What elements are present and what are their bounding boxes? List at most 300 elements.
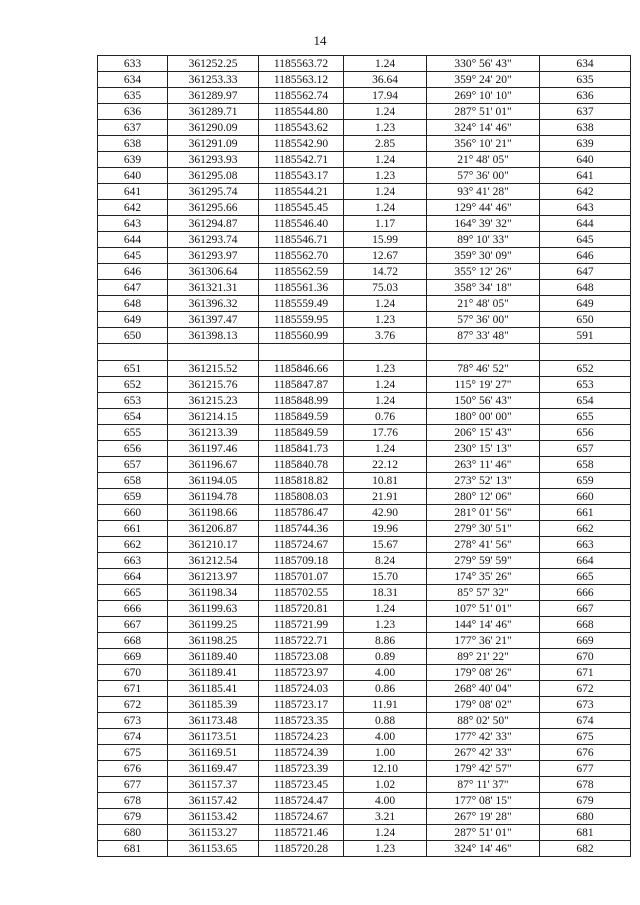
table-cell [427, 344, 540, 361]
table-cell: 361189.40 [168, 649, 259, 665]
table-cell: 655 [540, 409, 631, 425]
table-cell: 42.90 [344, 505, 427, 521]
table-cell: 361153.27 [168, 825, 259, 841]
table-cell: 675 [98, 745, 168, 761]
table-cell: 361198.66 [168, 505, 259, 521]
table-cell: 4.00 [344, 665, 427, 681]
table-cell: 680 [98, 825, 168, 841]
table-cell: 1.23 [344, 168, 427, 184]
table-cell: 361396.32 [168, 296, 259, 312]
table-cell [344, 344, 427, 361]
table-cell: 1185818.82 [259, 473, 344, 489]
table-cell: 1185846.66 [259, 361, 344, 377]
table-row [98, 248, 631, 264]
table-row [98, 72, 631, 88]
table-cell: 180° 00' 00" [427, 409, 540, 425]
table-row [98, 585, 631, 601]
table-cell: 361398.13 [168, 328, 259, 344]
table-row [98, 104, 631, 120]
table-body [98, 56, 631, 857]
table-cell: 361290.09 [168, 120, 259, 136]
table-cell: 361199.63 [168, 601, 259, 617]
table-row [98, 793, 631, 809]
table-cell: 361194.78 [168, 489, 259, 505]
table-cell: 591 [540, 328, 631, 344]
table-cell: 664 [540, 553, 631, 569]
table-cell: 639 [540, 136, 631, 152]
table-cell: 640 [540, 152, 631, 168]
table-cell: 1185545.45 [259, 200, 344, 216]
table-cell: 677 [98, 777, 168, 793]
table-cell: 361199.25 [168, 617, 259, 633]
table-cell: 10.81 [344, 473, 427, 489]
table-cell: 21° 48' 05" [427, 296, 540, 312]
table-cell: 107° 51' 01" [427, 601, 540, 617]
table-row [98, 361, 631, 377]
table-cell: 676 [540, 745, 631, 761]
table-cell [98, 344, 168, 361]
table-cell: 89° 10' 33" [427, 232, 540, 248]
table-row [98, 617, 631, 633]
table-row [98, 88, 631, 104]
table-cell: 361185.41 [168, 681, 259, 697]
table-cell: 361157.42 [168, 793, 259, 809]
table-cell: 1185542.90 [259, 136, 344, 152]
table-cell: 677 [540, 761, 631, 777]
table-cell: 646 [98, 264, 168, 280]
table-cell: 676 [98, 761, 168, 777]
table-cell: 87° 11' 37" [427, 777, 540, 793]
table-cell: 361289.71 [168, 104, 259, 120]
table-cell: 11.91 [344, 697, 427, 713]
table-cell: 1185701.07 [259, 569, 344, 585]
table-cell: 682 [540, 841, 631, 857]
table-cell: 361295.66 [168, 200, 259, 216]
table-cell: 1185723.45 [259, 777, 344, 793]
table-row [98, 377, 631, 393]
table-cell: 1.24 [344, 601, 427, 617]
table-cell: 659 [98, 489, 168, 505]
table-cell: 89° 21' 22" [427, 649, 540, 665]
table-cell: 278° 41' 56" [427, 537, 540, 553]
table-cell: 1185841.73 [259, 441, 344, 457]
table-cell: 672 [540, 681, 631, 697]
table-cell: 361197.46 [168, 441, 259, 457]
table-cell: 361169.47 [168, 761, 259, 777]
table-cell: 649 [98, 312, 168, 328]
table-cell: 1185723.17 [259, 697, 344, 713]
table-cell: 1.24 [344, 184, 427, 200]
table-cell: 179° 08' 02" [427, 697, 540, 713]
table-cell: 662 [98, 537, 168, 553]
table-cell: 15.70 [344, 569, 427, 585]
table-row [98, 312, 631, 328]
table-cell: 279° 59' 59" [427, 553, 540, 569]
table-cell: 1185723.97 [259, 665, 344, 681]
table-cell: 1185562.70 [259, 248, 344, 264]
table-cell: 657 [98, 457, 168, 473]
table-cell: 643 [98, 216, 168, 232]
table-cell: 1185849.59 [259, 425, 344, 441]
table-cell: 1185562.59 [259, 264, 344, 280]
table-cell: 267° 42' 33" [427, 745, 540, 761]
table-cell: 668 [540, 617, 631, 633]
table-cell: 267° 19' 28" [427, 809, 540, 825]
table-cell: 653 [540, 377, 631, 393]
table-cell: 4.00 [344, 729, 427, 745]
table-cell: 665 [98, 585, 168, 601]
table-cell: 150° 56' 43" [427, 393, 540, 409]
table-cell: 269° 10' 10" [427, 88, 540, 104]
table-row [98, 761, 631, 777]
table-cell: 1185560.99 [259, 328, 344, 344]
table-cell: 645 [98, 248, 168, 264]
table-row [98, 328, 631, 344]
table-cell: 1185724.03 [259, 681, 344, 697]
table-cell: 12.67 [344, 248, 427, 264]
table-cell: 667 [98, 617, 168, 633]
table-cell: 361198.25 [168, 633, 259, 649]
table-cell: 361206.87 [168, 521, 259, 537]
table-cell: 1.24 [344, 825, 427, 841]
table-row [98, 729, 631, 745]
table-cell: 1185720.81 [259, 601, 344, 617]
table-row [98, 232, 631, 248]
table-cell: 2.85 [344, 136, 427, 152]
table-cell: 658 [98, 473, 168, 489]
table-cell: 129° 44' 46" [427, 200, 540, 216]
table-cell: 643 [540, 200, 631, 216]
table-cell: 656 [540, 425, 631, 441]
table-cell: 663 [98, 553, 168, 569]
table-row [98, 473, 631, 489]
table-cell: 3.21 [344, 809, 427, 825]
table-row [98, 409, 631, 425]
table-cell: 4.00 [344, 793, 427, 809]
table-row [98, 553, 631, 569]
table-cell: 1185724.39 [259, 745, 344, 761]
table-cell: 361291.09 [168, 136, 259, 152]
table-cell: 640 [98, 168, 168, 184]
table-cell: 673 [98, 713, 168, 729]
table-cell: 666 [540, 585, 631, 601]
table-cell: 361293.97 [168, 248, 259, 264]
table-cell: 361210.17 [168, 537, 259, 553]
table-cell: 361213.97 [168, 569, 259, 585]
table-cell: 1185702.55 [259, 585, 344, 601]
table-cell: 144° 14' 46" [427, 617, 540, 633]
table-cell: 1185562.74 [259, 88, 344, 104]
table-cell: 673 [540, 697, 631, 713]
table-cell: 57° 36' 00" [427, 312, 540, 328]
table-cell: 674 [540, 713, 631, 729]
table-cell: 672 [98, 697, 168, 713]
table-cell: 635 [540, 72, 631, 88]
table-cell: 361289.97 [168, 88, 259, 104]
table-cell: 177° 08' 15" [427, 793, 540, 809]
table-cell: 657 [540, 441, 631, 457]
table-row [98, 505, 631, 521]
table-cell: 36.64 [344, 72, 427, 88]
table-cell: 653 [98, 393, 168, 409]
table-cell: 636 [98, 104, 168, 120]
table-cell [259, 344, 344, 361]
table-cell: 93° 41' 28" [427, 184, 540, 200]
table-row [98, 184, 631, 200]
table-cell: 361215.76 [168, 377, 259, 393]
table-cell: 1185723.39 [259, 761, 344, 777]
table-cell: 361295.08 [168, 168, 259, 184]
table-row [98, 489, 631, 505]
table-cell: 642 [540, 184, 631, 200]
table-cell: 361169.51 [168, 745, 259, 761]
table-cell: 662 [540, 521, 631, 537]
table-cell: 1185563.12 [259, 72, 344, 88]
table-cell: 361189.41 [168, 665, 259, 681]
table-cell: 361194.05 [168, 473, 259, 489]
page-number: 14 [313, 33, 327, 48]
table-cell: 1185723.35 [259, 713, 344, 729]
table-row [98, 152, 631, 168]
table-cell: 659 [540, 473, 631, 489]
table-cell: 1185808.03 [259, 489, 344, 505]
table-cell: 642 [98, 200, 168, 216]
table-cell: 1.24 [344, 393, 427, 409]
table-row [98, 665, 631, 681]
table-row [98, 168, 631, 184]
table-cell: 678 [540, 777, 631, 793]
table-cell: 667 [540, 601, 631, 617]
table-cell: 280° 12' 06" [427, 489, 540, 505]
table-cell: 361252.25 [168, 56, 259, 72]
table-cell: 287° 51' 01" [427, 825, 540, 841]
table-row [98, 200, 631, 216]
table-cell: 655 [98, 425, 168, 441]
table-cell: 0.76 [344, 409, 427, 425]
table-cell: 1.24 [344, 441, 427, 457]
table-cell: 361173.48 [168, 713, 259, 729]
table-cell: 652 [540, 361, 631, 377]
table-cell: 666 [98, 601, 168, 617]
table-cell: 633 [98, 56, 168, 72]
table-row [98, 344, 631, 361]
table-row [98, 777, 631, 793]
table-cell: 15.99 [344, 232, 427, 248]
table-cell: 650 [98, 328, 168, 344]
table-cell: 669 [98, 649, 168, 665]
table-cell: 664 [98, 569, 168, 585]
table-cell: 273° 52' 13" [427, 473, 540, 489]
table-cell: 1.23 [344, 312, 427, 328]
table-cell: 361213.39 [168, 425, 259, 441]
table-cell: 1185546.40 [259, 216, 344, 232]
table-cell: 361253.33 [168, 72, 259, 88]
table-row [98, 697, 631, 713]
table-cell: 1.24 [344, 56, 427, 72]
table-cell: 1185724.67 [259, 537, 344, 553]
table-cell: 665 [540, 569, 631, 585]
table-cell: 671 [540, 665, 631, 681]
table-cell: 1.00 [344, 745, 427, 761]
table-cell: 361157.37 [168, 777, 259, 793]
table-cell: 1185542.71 [259, 152, 344, 168]
table-row [98, 601, 631, 617]
table-cell: 1185724.67 [259, 809, 344, 825]
table-cell: 1.23 [344, 361, 427, 377]
table-cell: 179° 08' 26" [427, 665, 540, 681]
table-cell: 1.24 [344, 296, 427, 312]
table-cell: 663 [540, 537, 631, 553]
table-cell: 674 [98, 729, 168, 745]
table-cell: 177° 42' 33" [427, 729, 540, 745]
table-cell: 1185720.28 [259, 841, 344, 857]
table-cell: 179° 42' 57" [427, 761, 540, 777]
table-cell: 361294.87 [168, 216, 259, 232]
table-cell: 661 [98, 521, 168, 537]
table-cell: 361196.67 [168, 457, 259, 473]
table-cell: 1.23 [344, 841, 427, 857]
table-row [98, 425, 631, 441]
table-cell: 263° 11' 46" [427, 457, 540, 473]
table-row [98, 649, 631, 665]
table-cell: 656 [98, 441, 168, 457]
table-cell: 652 [98, 377, 168, 393]
table-cell: 281° 01' 56" [427, 505, 540, 521]
table-cell: 637 [540, 104, 631, 120]
table-row [98, 713, 631, 729]
table-cell: 1.23 [344, 617, 427, 633]
table-cell: 654 [98, 409, 168, 425]
table-cell: 57° 36' 00" [427, 168, 540, 184]
table-cell: 638 [540, 120, 631, 136]
table-cell: 654 [540, 393, 631, 409]
table-cell [168, 344, 259, 361]
table-row [98, 569, 631, 585]
table-cell: 324° 14' 46" [427, 841, 540, 857]
table-row [98, 457, 631, 473]
table-cell: 645 [540, 232, 631, 248]
table-row [98, 56, 631, 72]
table-row [98, 521, 631, 537]
table-cell: 361153.42 [168, 809, 259, 825]
table-cell: 361198.34 [168, 585, 259, 601]
table-cell: 361212.54 [168, 553, 259, 569]
table-cell: 1185721.99 [259, 617, 344, 633]
table-cell: 681 [98, 841, 168, 857]
table-cell: 675 [540, 729, 631, 745]
table-cell: 356° 10' 21" [427, 136, 540, 152]
table-row [98, 441, 631, 457]
table-cell: 361215.52 [168, 361, 259, 377]
table-cell: 359° 24' 20" [427, 72, 540, 88]
table-cell: 634 [540, 56, 631, 72]
table-cell: 361295.74 [168, 184, 259, 200]
table-cell: 646 [540, 248, 631, 264]
table-row [98, 393, 631, 409]
table-cell: 22.12 [344, 457, 427, 473]
table-cell: 361293.93 [168, 152, 259, 168]
table-cell: 75.03 [344, 280, 427, 296]
table-cell: 1185543.62 [259, 120, 344, 136]
table-row [98, 825, 631, 841]
table-cell: 3.76 [344, 328, 427, 344]
table-cell: 1.24 [344, 152, 427, 168]
table-cell: 1185786.47 [259, 505, 344, 521]
table-cell: 634 [98, 72, 168, 88]
table-cell: 361185.39 [168, 697, 259, 713]
table-cell: 361173.51 [168, 729, 259, 745]
table-cell: 1.24 [344, 200, 427, 216]
table-cell: 21.91 [344, 489, 427, 505]
table-cell: 324° 14' 46" [427, 120, 540, 136]
table-cell: 1185848.99 [259, 393, 344, 409]
table-cell: 287° 51' 01" [427, 104, 540, 120]
table-cell: 647 [540, 264, 631, 280]
table-cell: 361397.47 [168, 312, 259, 328]
table-cell: 1185721.46 [259, 825, 344, 841]
table-cell: 1185722.71 [259, 633, 344, 649]
table-cell: 1.23 [344, 120, 427, 136]
table-cell: 268° 40' 04" [427, 681, 540, 697]
table-cell: 361215.23 [168, 393, 259, 409]
table-cell: 1185543.17 [259, 168, 344, 184]
table-cell: 17.76 [344, 425, 427, 441]
table-cell: 1.24 [344, 377, 427, 393]
table-cell: 15.67 [344, 537, 427, 553]
table-cell: 8.24 [344, 553, 427, 569]
table-cell: 678 [98, 793, 168, 809]
table-row [98, 280, 631, 296]
table-cell: 668 [98, 633, 168, 649]
table-cell: 1185744.36 [259, 521, 344, 537]
table-cell: 648 [98, 296, 168, 312]
table-cell: 358° 34' 18" [427, 280, 540, 296]
table-row [98, 681, 631, 697]
table-cell: 88° 02' 50" [427, 713, 540, 729]
table-row [98, 296, 631, 312]
table-cell: 679 [98, 809, 168, 825]
table-cell: 355° 12' 26" [427, 264, 540, 280]
table-cell: 658 [540, 457, 631, 473]
table-row [98, 537, 631, 553]
table-cell: 647 [98, 280, 168, 296]
table-cell: 1185724.23 [259, 729, 344, 745]
table-cell: 1.02 [344, 777, 427, 793]
table-cell [540, 344, 631, 361]
table-cell: 17.94 [344, 88, 427, 104]
table-cell: 1185847.87 [259, 377, 344, 393]
table-cell: 361321.31 [168, 280, 259, 296]
table-cell: 670 [540, 649, 631, 665]
table-row [98, 136, 631, 152]
table-cell: 0.88 [344, 713, 427, 729]
table-cell: 1185559.49 [259, 296, 344, 312]
table-cell: 14.72 [344, 264, 427, 280]
table-cell: 18.31 [344, 585, 427, 601]
table-cell: 1185723.08 [259, 649, 344, 665]
table-cell: 1185840.78 [259, 457, 344, 473]
table-cell: 1.24 [344, 104, 427, 120]
table-cell: 279° 30' 51" [427, 521, 540, 537]
table-cell: 1185724.47 [259, 793, 344, 809]
table-cell: 636 [540, 88, 631, 104]
table-cell: 1185709.18 [259, 553, 344, 569]
table-cell: 651 [98, 361, 168, 377]
table-cell: 85° 57' 32" [427, 585, 540, 601]
table-cell: 639 [98, 152, 168, 168]
table-cell: 0.89 [344, 649, 427, 665]
table-cell: 637 [98, 120, 168, 136]
